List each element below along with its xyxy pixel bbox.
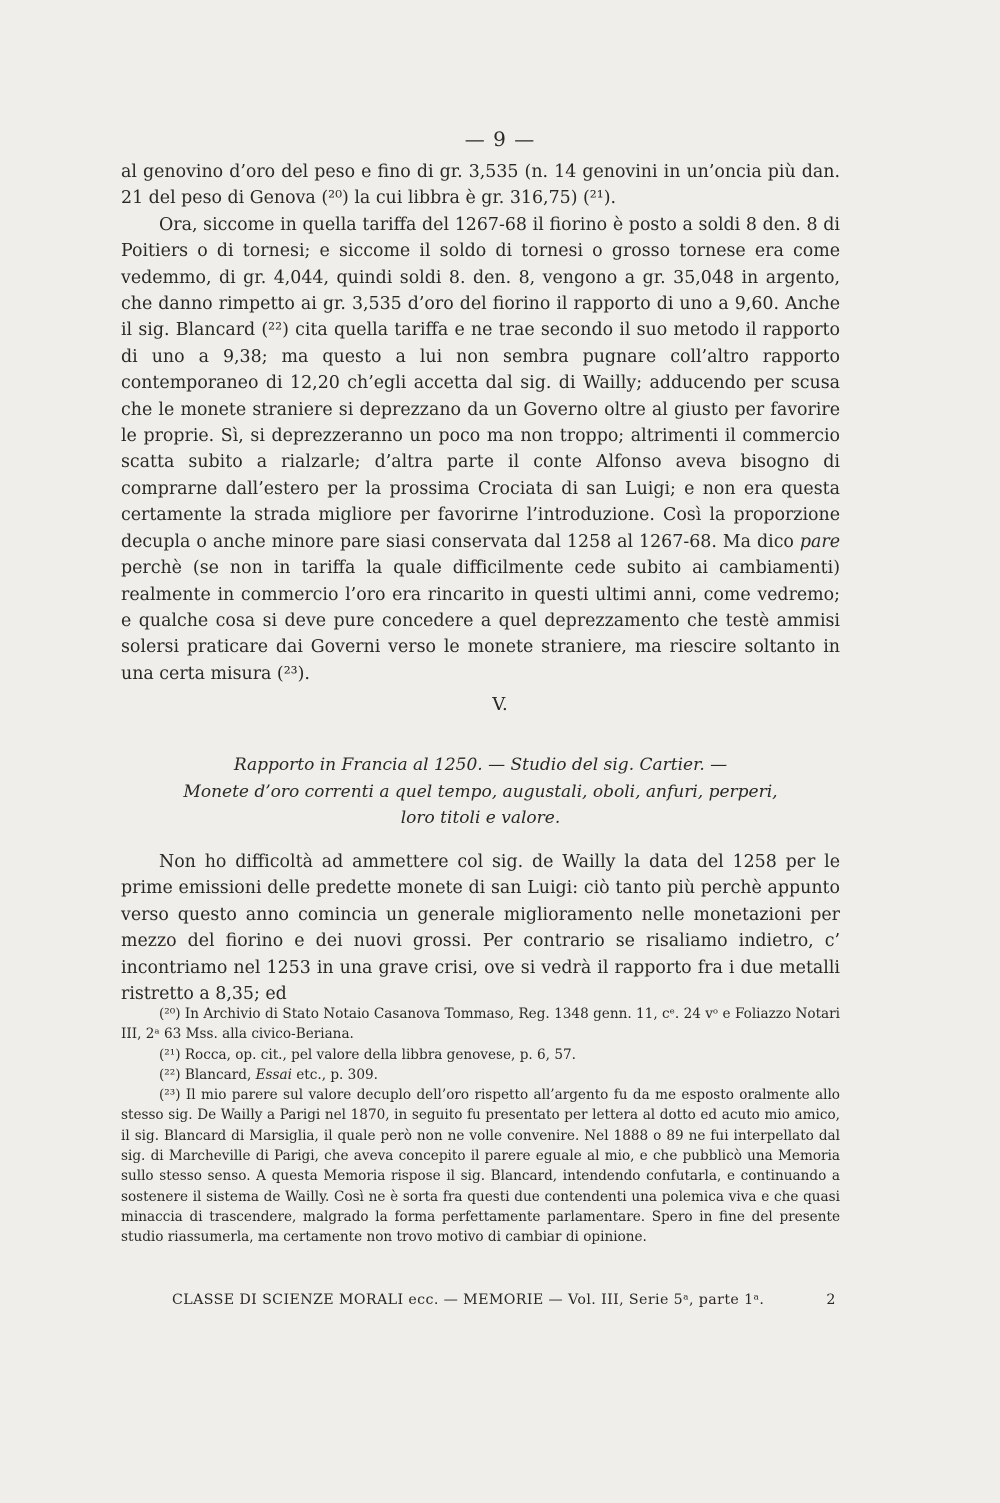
paragraph — [121, 212, 840, 687]
footnote-21: (²¹) Rocca, op. cit., pel valore della libbra genovese, p. 6, 57. — [159, 1046, 576, 1063]
series-info: CLASSE DI SCIENZE MORALI ecc. — MEMORIE — Vol. III, Serie 5ᵃ, parte 1ᵃ. — [172, 1292, 765, 1308]
subtitle-line: loro titoli e valore. — [400, 808, 561, 828]
signature-line — [172, 1292, 836, 1308]
body-text-section — [121, 849, 840, 1007]
body-text-top — [121, 159, 840, 687]
paragraph: Non ho difficoltà ad ammettere col sig. de Wailly la data del 1258 per le prime emissioni delle predette monete di san Luigi: ciò tanto più perchè appunto verso questo anno comincia un generale miglioramento nelle monetazioni per mezzo del fiorino e dei nuovi grossi. Per contrario se risaliamo indietro, c’ incontriamo nel 1253 in una grave crisi, ove si vedrà il rapporto fra i due metalli ristretto a 8,35; ed — [121, 852, 840, 1005]
subtitle-line: Monete d’oro correnti a quel tempo, augustali, oboli, anfuri, perperi, — [183, 781, 778, 802]
paragraph-text: Ora, siccome in quella tariffa del 1267-68 il fiorino è posto a soldi 8 den. 8 di Poitiers o di tornesi; e siccome il soldo di tornesi o grosso tornese era come vedemmo, di gr. 4,044, quindi soldi 8. den. 8, vengono a gr. 35,048 in argento, che danno rimpetto ai gr. 3,535 d’oro del fiorino il rapporto di uno a 9,60. Anche il sig. Blancard (²²) cita quella tariffa e ne trae secondo il suo metodo il rapporto di uno a 9,38; ma questo a lui non sembra pugnare coll’altro rapporto contemporaneo di 12,20 ch’egli accetta dal sig. di Wailly; adducendo per scusa che le monete straniere si deprezzano da un Governo oltre al giusto per favorire le proprie. Sì, si deprezzeranno un poco ma non troppo; altrimenti il commercio scatta subito a rialzarle; d’altra parte il conte Alfonso aveva bisogno di comprarne dall’estero per la prossima Crociata di san Luigi; e non era questa certamente la strada migliore per favorirne l’introduzione. Così la proporzione decupla o anche minore pare siasi conservata dal 1258 al 1267-68. Ma dico — [121, 214, 840, 552]
page-number: — 9 — — [464, 127, 536, 151]
footnote-23: (²³) Il mio parere sul valore decuplo dell’oro rispetto all’argento fu da me esposto oralmente allo stesso sig. De Wailly a Parigi nel 1870, in seguito fu presentato per lettera al dotto ed acuto mio amico, il sig. Blancard di Marsiglia, il quale però non ne volle convenire. Nel 1888 o 89 ne fui interpellato dal sig. di Marcheville di Parigi, che aveva concepito il parere eguale al mio, e che pubblicò una Memoria sullo stesso senso. A questa Memoria rispose il sig. Blancard, intendendo confutarla, e continuando a sostenere il sistema de Wailly. Così ne è sorta fra questi due contendenti una polemica viva e che quasi minaccia di trascendere, malgrado la forma perfettamente parlamentare. Spero in fine del presente studio riassumerla, ma certamente non trovo motivo di cambiar di opinione. — [121, 1087, 840, 1246]
footnotes — [121, 1004, 840, 1248]
signature-mark: 2 — [826, 1292, 836, 1308]
footnote-text: etc., p. 309. — [296, 1066, 378, 1083]
footnote-20: (²⁰) In Archivio di Stato Notaio Casanova Tommaso, Reg. 1348 genn. 11, cᵉ. 24 vᵒ e Foliazzo Notari III, 2ᵃ 63 Mss. alla civico-Beriana. — [121, 1006, 840, 1043]
footnote-text: (²²) Blancard, — [159, 1066, 252, 1083]
paragraph-continuation: al genovino d’oro del peso e fino di gr. 3,535 (n. 14 genovini in un’oncia più dan. 21 del peso di Genova (²⁰) la cui libbra è gr. 316,75) (²¹). — [121, 162, 840, 209]
paragraph-text-end: perchè (se non in tariffa la quale difficilmente cede subito ai cambiamenti) realmente in commercio l’oro era rincarito in questi ultimi anni, come vedremo; e qualche cosa si deve pure concedere a quel deprezzamento che testè ammisi solersi praticare dai Governi verso le monete straniere, ma riescire soltanto in una certa misura (²³). — [121, 558, 840, 684]
subtitle-line: Rapporto in Francia al 1250. — Studio del sig. Cartier. — — [233, 755, 728, 775]
section-subtitle — [121, 752, 840, 832]
section-number: V. — [492, 694, 508, 715]
emphasis: Essai — [255, 1066, 292, 1083]
footnote-22 — [121, 1065, 840, 1085]
emphasis: pare — [799, 531, 841, 552]
